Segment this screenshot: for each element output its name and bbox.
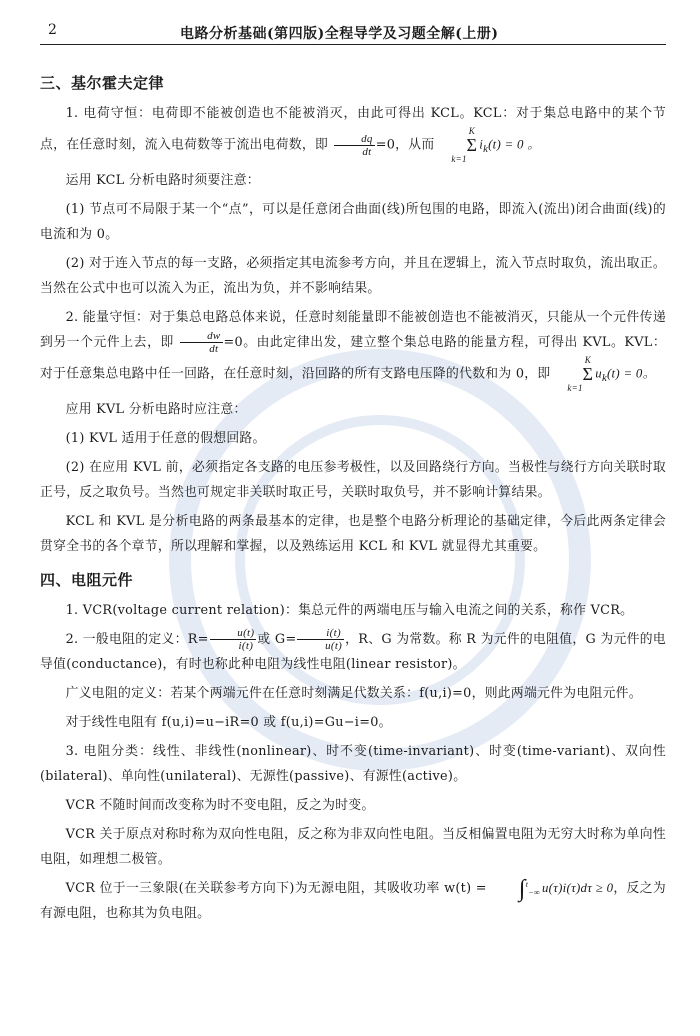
text-span: =0。由此定律出发，建立整个集总电路的能量方程，可得出 KVL。KVL：对于任意集总电路中任一回路，在任意时刻，沿回路的所有支路电压降的代数和为 0，即 <box>40 335 666 382</box>
page-header <box>40 22 666 45</box>
fraction-denominator: i(t) <box>238 640 254 652</box>
integral-body: u(τ)i(τ)dτ ≥ 0 <box>541 881 614 895</box>
fraction-dw-dt <box>180 330 223 355</box>
fraction-dq-dt <box>334 133 375 158</box>
subscript-k: k <box>483 144 489 156</box>
summation-voltage <box>557 355 593 393</box>
text-span: (t) = 0。 <box>606 366 656 381</box>
section-heading-resistor: 四、电阻元件 <box>40 571 134 589</box>
integral-lower: −∞ <box>528 887 540 897</box>
text-span: 或 G= <box>257 632 297 647</box>
fraction-denominator: dt <box>209 343 219 355</box>
summation-current <box>441 126 477 164</box>
sigma-icon: Σ <box>582 364 594 384</box>
fraction-denominator: u(t) <box>325 640 343 652</box>
fraction-denominator: dt <box>362 145 372 158</box>
summation-term: u <box>595 366 602 381</box>
fraction-u-over-i <box>210 627 257 652</box>
integral-icon: ∫ <box>518 875 526 902</box>
paragraph-vcr-definition: 1. VCR(voltage current relation)：集总元件的两端电压与输入电流之间的关系，称作 VCR。 <box>65 603 634 618</box>
paragraph-bilateral: VCR 关于原点对称时称为双向性电阻，反之称为非双向性电阻。当反相偏置电阻为无穷大时称为单向性电阻，如理想二极管。 <box>40 827 666 867</box>
text-span: =0，从而 <box>375 137 435 153</box>
paragraph-passive-resistor <box>40 876 666 926</box>
text-span: ，反之为有源电阻，也称其为负电阻。 <box>40 881 666 921</box>
fraction-numerator: u(t) <box>210 627 257 640</box>
paragraph-kcl-kvl-summary: KCL 和 KVL 是分析电路的两条最基本的定律，也是整个电路分析理论的基础定律，今后此两条定律会贯穿全书的各个章节，所以理解和掌握，以及熟练运用 KCL 和 KVL 就显得尤其重要。 <box>40 514 666 554</box>
summation-lower: k=1 <box>451 154 467 164</box>
text-span: 2. 能量守恒：对于集总电路总体来说，任意时刻能量即不能被创造也不能被消灭，只能从一个元件传递到另一个元件上去，即 <box>40 310 666 350</box>
fraction-numerator: i(t) <box>297 627 344 640</box>
text-span: (t) = 0 。 <box>488 137 541 152</box>
paragraph-kvl-note-1: (1) KVL 适用于任意的假想回路。 <box>65 431 266 446</box>
paragraph-generalized-resistor: 广义电阻的定义：若某个两端元件在任意时刻满足代数关系：f(u,i)=0，则此两端元件为电阻元件。 <box>65 686 642 701</box>
paragraph-kvl-notes-intro: 应用 KVL 分析电路时应注意： <box>65 402 247 417</box>
paragraph-time-invariant: VCR 不随时间而改变称为时不变电阻，反之为时变。 <box>65 798 375 813</box>
paragraph-kvl-note-2: (2) 在应用 KVL 前，必须指定各支路的电压参考极性，以及回路绕行方向。当极性与绕行方向关联时取正号，反之取负号。当然也可规定非关联时取正号，关联时取负号，并不影响计算结果。 <box>40 460 666 500</box>
sigma-icon: Σ <box>466 135 478 155</box>
summation-lower: k=1 <box>567 383 583 393</box>
paragraph-resistor-classification: 3. 电阻分类：线性、非线性(nonlinear)、时不变(time-invariant)、时变(time-variant)、双向性(bilateral)、单向性(unilateral)、无源性(passive)、有源性(active)。 <box>40 744 666 784</box>
summation-term: i <box>479 137 484 152</box>
integral-power <box>493 875 540 902</box>
subscript-k: k <box>601 373 607 385</box>
fraction-numerator: dw <box>180 330 223 343</box>
summation-upper: K <box>468 126 475 136</box>
paragraph-kcl-note-2: (2) 对于连入节点的每一支路，必须指定其电流参考方向，并且在逻辑上，流入节点时取负，流出取正。当然在公式中也可以流入为正，流出为负，并不影响结果。 <box>40 256 666 296</box>
text-span: 1. 电荷守恒：电荷即不能被创造也不能被消灭，由此可得出 KCL。KCL：对于集总电路中的某个节点，在任意时刻，流入电荷数等于流出电荷数，即 <box>40 106 666 153</box>
section-heading-kirchhoff: 三、基尔霍夫定律 <box>40 74 165 92</box>
text-span: VCR 位于一三象限(在关联参考方向下)为无源电阻，其吸收功率 w(t) = <box>65 881 492 896</box>
page-body <box>40 62 666 930</box>
page-number: 2 <box>48 22 57 38</box>
fraction-i-over-u <box>297 627 344 652</box>
paragraph-energy-conservation <box>40 305 666 393</box>
paragraph-kcl-notes-intro: 运用 KCL 分析电路时须要注意： <box>65 173 260 188</box>
running-title: 电路分析基础(第四版)全程导学及习题全解(上册) <box>180 26 499 42</box>
paragraph-charge-conservation <box>40 101 666 164</box>
fraction-numerator: dq <box>334 133 375 146</box>
integral-upper: t <box>525 879 529 889</box>
paragraph-kcl-note-1: (1) 节点可不局限于某一个“点”，可以是任意闭合曲面(线)所包围的电路，即流入(流出)闭合曲面(线)的电流和为 0。 <box>40 202 666 242</box>
summation-upper: K <box>584 355 592 365</box>
paragraph-linear-resistor: 对于线性电阻有 f(u,i)=u−iR=0 或 f(u,i)=Gu−i=0。 <box>65 715 392 730</box>
text-span: 2. 一般电阻的定义：R= <box>65 632 209 647</box>
paragraph-resistance-definition <box>40 627 666 677</box>
text-span: ，R、G 为常数。称 R 为元件的电阻值，G 为元件的电导值(conductance)，有时也称此种电阻为线性电阻(linear resistor)。 <box>40 632 666 672</box>
